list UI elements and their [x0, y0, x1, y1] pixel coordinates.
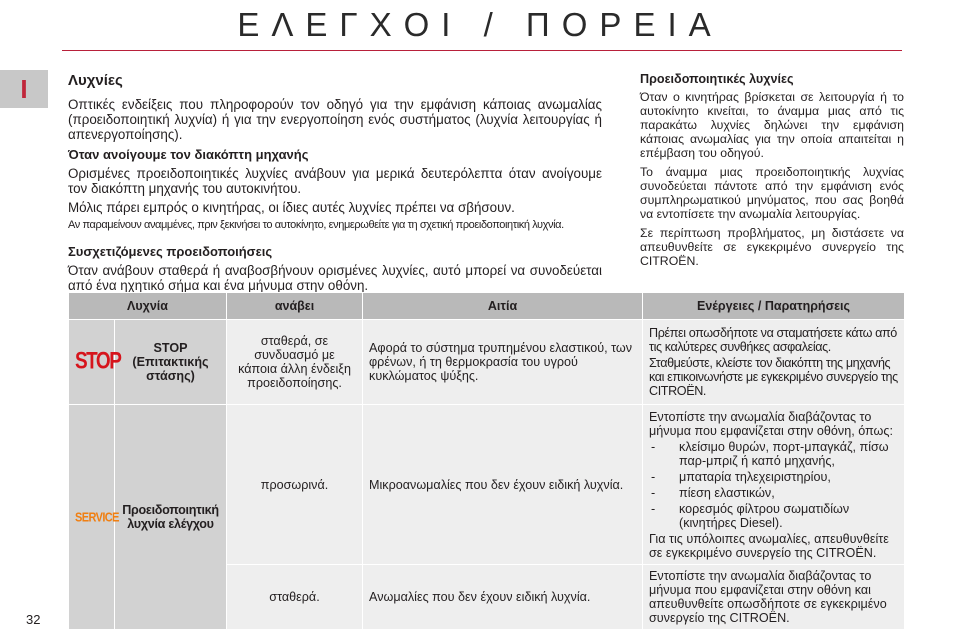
ignition-paragraph-2: Μόλις πάρει εμπρός ο κινητήρας, οι ίδιες αυτές λυχνίες πρέπει να σβήσουν.	[68, 200, 515, 215]
service-actions-temporary	[643, 405, 905, 565]
service-action-intro: Εντοπίστε την ανωμαλία διαβάζοντας το μήνυμα που εμφανίζεται στην οθόνη, όπως:	[649, 409, 893, 438]
service-label: Προειδοποιητική λυχνία ελέγχου	[115, 405, 227, 630]
left-column	[68, 72, 602, 297]
related-warnings-heading: Συσχετιζόμενες προειδοποιήσεις	[68, 244, 273, 259]
list-item: - κλείσιμο θυρών, πορτ-μπαγκάζ, πίσω παρ-μπριζ ή καπό μηχανής,	[649, 440, 898, 468]
warning-lamps-paragraph-3: Σε περίπτωση προβλήματος, μη διστάσετε να απευθυνθείτε σε εγκεκριμένο συνεργείο της CITROËN.	[640, 226, 904, 268]
service-lights-steady: σταθερά.	[227, 565, 363, 630]
header-lamp: Λυχνία	[69, 293, 227, 320]
list-item: - κορεσμός φίλτρου σωματιδίων (κινητήρες Diesel).	[649, 502, 898, 530]
ignition-paragraph-3: Αν παραμείνουν αναμμένες, πριν ξεκινήσει το αυτοκίνητο, ενημερωθείτε για τη σχετική προειδοποιητική λυχνία.	[68, 219, 564, 231]
page-number: 32	[26, 612, 41, 627]
stop-action-1: Πρέπει οπωσδήποτε να σταματήσετε κάτω από τις καλύτερες συνθήκες ασφαλείας.	[649, 326, 897, 354]
title-divider	[62, 50, 902, 51]
service-cause-steady: Ανωμαλίες που δεν έχουν ειδική λυχνία.	[363, 565, 643, 630]
service-icon-cell	[69, 405, 119, 630]
stop-cause: Αφορά το σύστημα τρυπημένου ελαστικού, των φρένων, ή τη θερμοκρασία του υγρού κυκλώματος ψύξης.	[363, 320, 643, 405]
service-cause-temporary: Μικροανωμαλίες που δεν έχουν ειδική λυχνία.	[363, 405, 643, 565]
service-action-outro: Για τις υπόλοιπες ανωμαλίες, απευθυνθείτε σε εγκεκριμένο συνεργείο της CITROËN.	[649, 531, 889, 560]
warning-lamps-heading: Προειδοποιητικές λυχνίες	[640, 72, 794, 86]
chapter-tab: I	[0, 70, 48, 108]
header-lights: ανάβει	[227, 293, 363, 320]
right-column	[640, 72, 904, 273]
ignition-paragraph-1: Ορισμένες προειδοποιητικές λυχνίες ανάβουν για μερικά δευτερόλεπτα όταν ανοίγουμε τον διακόπτη μηχανής του αυτοκινήτου.	[68, 166, 602, 196]
list-item: - πίεση ελαστικών,	[649, 486, 898, 500]
table-header-row	[69, 293, 905, 320]
related-warnings-paragraph: Όταν ανάβουν σταθερά ή αναβοσβήνουν ορισμένες λυχνίες, αυτό μπορεί να συνοδεύεται από ένα ηχητικό σήμα και ένα μήνυμα στην οθόνη.	[68, 263, 602, 293]
warning-lamps-paragraph-2: Το άναμμα μιας προειδοποιητικής λυχνίας συνοδεύεται πάντοτε από την εμφάνιση ενός συμπληρωματικού μηνύματος, που σας βοηθά να εντοπίσετε την ανωμαλία λειτουργίας.	[640, 165, 904, 221]
warning-lamps-paragraph-1: Όταν ο κινητήρας βρίσκεται σε λειτουργία ή το αυτοκίνητο κινείται, το άναμμα μιας από τις παρακάτω λυχνίες δηλώνει την εμφάνιση κάποιας ανωμαλίας για την οποία απαιτείται η επέμβαση του οδηγού.	[640, 90, 904, 160]
page-title: ΕΛΕΓΧΟΙ / ΠΟΡΕΙΑ	[237, 6, 723, 43]
header-actions: Ενέργειες / Παρατηρήσεις	[643, 293, 905, 320]
warning-lamps-table	[68, 292, 905, 630]
ignition-heading: Όταν ανοίγουμε τον διακόπτη μηχανής	[68, 147, 309, 162]
service-actions-steady: Εντοπίστε την ανωμαλία διαβάζοντας το μήνυμα που εμφανίζεται στην οθόνη και απευθυνθείτε οπωσδήποτε σε εγκεκριμένο συνεργείο της CITROËN.	[643, 565, 905, 630]
stop-lights: σταθερά, σε συνδυασμό με κάποια άλλη ένδειξη προειδοποίησης.	[227, 320, 363, 405]
service-lights-temporary: προσωρινά.	[227, 405, 363, 565]
stop-label: STOP (Επιτακτικής στάσης)	[115, 320, 227, 405]
header-cause: Αιτία	[363, 293, 643, 320]
table-row-stop	[69, 320, 905, 405]
service-warning-icon: SERVICE	[75, 510, 119, 525]
stop-icon-cell	[69, 320, 121, 405]
stop-actions	[643, 320, 905, 405]
stop-action-2: Σταθμεύστε, κλείστε τον διακόπτη της μηχανής και επικοινωνήστε με εγκεκριμένο συνεργείο της CITROËN.	[649, 356, 898, 398]
stop-warning-icon: STOP	[75, 347, 121, 374]
section-heading-lamps: Λυχνίες	[68, 72, 123, 89]
list-item: - μπαταρία τηλεχειριστηρίου,	[649, 470, 898, 484]
table-row-service-temporary	[69, 405, 905, 565]
intro-paragraph: Οπτικές ενδείξεις που πληροφορούν τον οδηγό για την εμφάνιση κάποιας ανωμαλίας (προειδοποιητική λυχνία) ή για την ενεργοποίηση ενός συστήματος (λυχνία λειτουργίας ή απενεργοποίησης).	[68, 97, 602, 142]
service-action-list	[649, 440, 898, 530]
